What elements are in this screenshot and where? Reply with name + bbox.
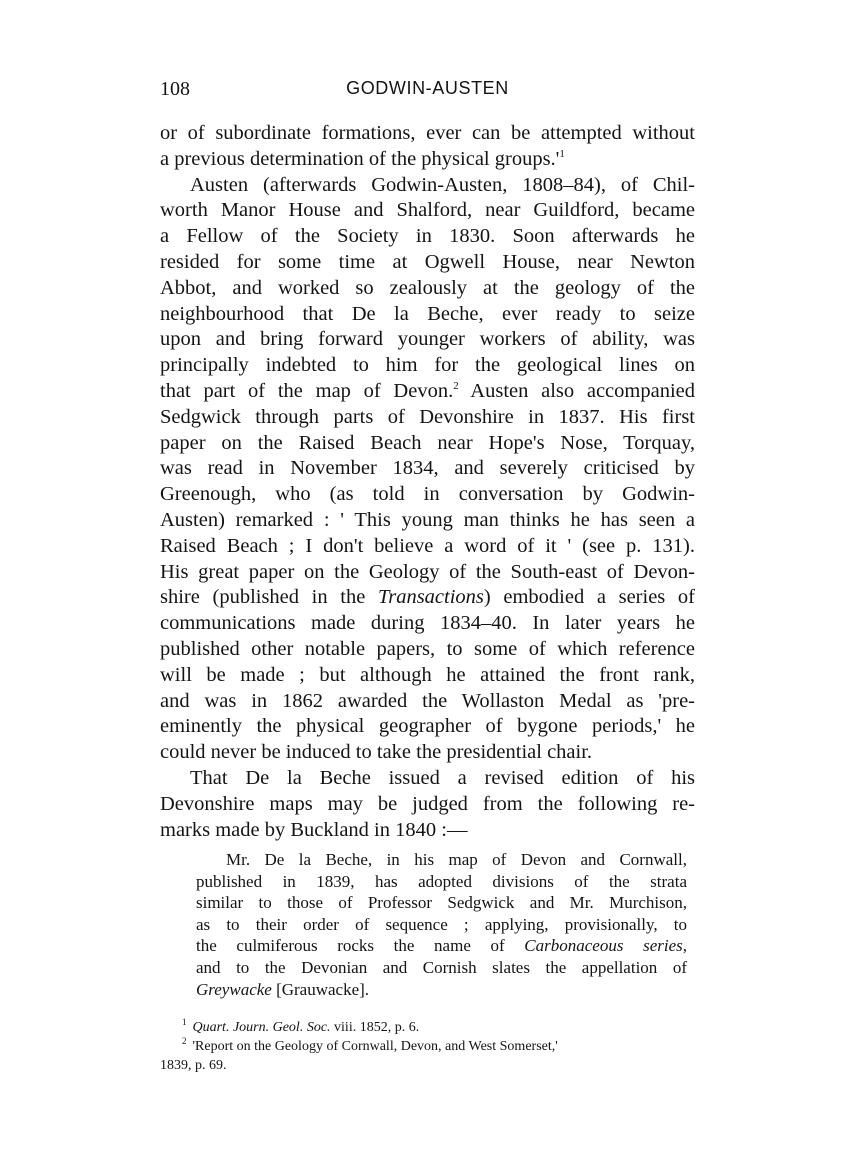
body-text: [160, 121, 695, 843]
text-line: Devonshire maps may be judged from the following re-: [160, 792, 695, 815]
text-run: the culmiferous rocks the name of: [196, 936, 525, 956]
text-line: or of subordinate formations, ever can be attempted without: [160, 122, 695, 144]
text-line: similar to those of Professor Sedgwick and Mr. Murchison,: [196, 893, 687, 913]
footnote-mark: 2: [182, 1036, 187, 1047]
text-line: as to their order of sequence ; applying, provisionally, to: [196, 914, 687, 934]
text-line: and was in 1862 awarded the Wollaston Medal as 'pre-: [160, 689, 695, 712]
text-run: Austen also accompanied: [458, 379, 695, 402]
text-line: Austen) remarked : ' This young man thinks he has seen a: [160, 508, 695, 531]
page-number: 108: [160, 78, 190, 100]
paragraph-de-la-beche: [160, 766, 695, 843]
footnote-2-continuation: 1839, p. 69.: [160, 1058, 227, 1073]
footnote-ref-2: 2: [453, 380, 459, 393]
text-run: ) embodied a series of: [483, 586, 695, 609]
text-line: communications made during 1834–40. In later years he: [160, 612, 695, 635]
text-line: was read in November 1834, and severely criticised by: [160, 457, 695, 480]
text-line: Mr. De la Beche, in his map of Devon and Cornwall,: [226, 850, 687, 869]
italic-title: Transactions: [377, 586, 484, 609]
paragraph-austen: [160, 173, 695, 766]
text-line: marks made by Buckland in 1840 :—: [160, 818, 468, 841]
text-run: that part of the map of Devon.: [160, 379, 454, 402]
text-line: Austen (afterwards Godwin-Austen, 1808–84), of Chil-: [190, 173, 695, 196]
text-line: That De la Beche issued a revised edition of his: [190, 766, 695, 789]
footnote-journal: Quart. Journ. Geol. Soc.: [192, 1020, 331, 1035]
text-line: [160, 147, 695, 173]
footnote-1: [160, 1018, 695, 1037]
paragraph-continuation: [160, 121, 695, 173]
italic-term: Greywacke: [196, 979, 272, 999]
text-line: and to the Devonian and Cornish slates the appellation of: [196, 957, 687, 977]
text-line: Raised Beach ; I don't believe a word of it ' (see p. 131).: [160, 534, 695, 557]
text-run: a previous determination of the physical groups.': [160, 147, 560, 170]
footnote-mark: 1: [182, 1017, 187, 1028]
text-line: published in 1839, has adopted divisions of the strata: [196, 871, 687, 891]
text-line: Abbot, and worked so zealously at the geology of the: [160, 276, 695, 299]
text-line: [196, 979, 687, 1001]
text-line: eminently the physical geographer of bygone periods,' he: [160, 715, 695, 738]
text-line: [160, 585, 695, 611]
text-line: a Fellow of the Society in 1830. Soon afterwards he: [160, 225, 695, 248]
text-run: shire (published in the: [160, 586, 378, 609]
block-quote: [196, 849, 687, 1000]
footnotes: [160, 1018, 695, 1075]
text-run: [Grauwacke].: [271, 979, 370, 999]
text-line: upon and bring forward younger workers of ability, was: [160, 328, 695, 351]
text-line: could never be induced to take the presidential chair.: [160, 741, 593, 764]
footnote-2: [160, 1037, 695, 1056]
quote-paragraph: [196, 849, 687, 1000]
text-line: worth Manor House and Shalford, near Guildford, became: [160, 199, 695, 222]
page-header: [160, 78, 695, 104]
text-line: neighbourhood that De la Beche, ever ready to seize: [160, 302, 695, 325]
footnote-text: 'Report on the Geology of Cornwall, Devon, and West Somerset,': [192, 1039, 558, 1054]
running-head: GODWIN-AUSTEN: [346, 78, 509, 98]
text-line: paper on the Raised Beach near Hope's Nose, Torquay,: [160, 431, 695, 454]
text-line: His great paper on the Geology of the South-east of Devon-: [160, 560, 695, 583]
text-line: Greenough, who (as told in conversation by Godwin-: [160, 483, 695, 506]
text-line: [160, 379, 695, 405]
text-line: resided for some time at Ogwell House, near Newton: [160, 250, 695, 273]
text-line: Sedgwick through parts of Devonshire in 1837. His first: [160, 405, 695, 428]
italic-term: Carbonaceous series: [524, 936, 683, 956]
text-line: will be made ; but although he attained the front rank,: [160, 663, 695, 686]
text-line: published other notable papers, to some of which reference: [160, 637, 695, 660]
text-line: principally indebted to him for the geological lines on: [160, 354, 695, 377]
footnote-ref-1: 1: [559, 147, 565, 160]
text-line: [196, 935, 687, 957]
text-run: ,: [682, 936, 687, 956]
footnote-text: viii. 1852, p. 6.: [330, 1020, 420, 1035]
